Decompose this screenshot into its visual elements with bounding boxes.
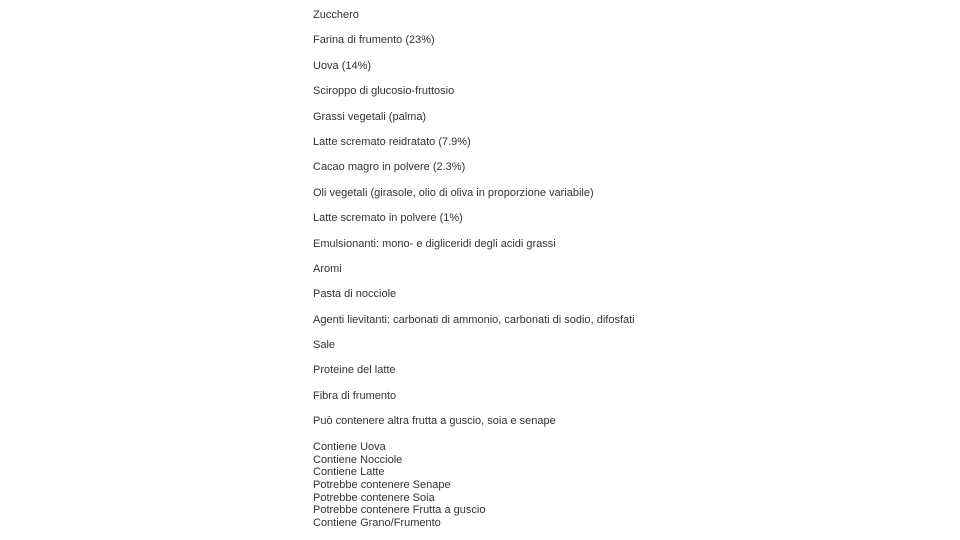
ingredient-item: Agenti lievitanti: carbonati di ammonio, carbonati di sodio, difosfati [313,313,635,326]
ingredient-item: Pasta di nocciole [313,288,397,301]
ingredient-item: Latte scremato in polvere (1%) [313,212,463,225]
ingredient-item: Farina di frumento (23%) [313,34,435,47]
ingredient-item: Proteine del latte [313,364,396,377]
allergen-item: Potrebbe contenere Senape [313,479,451,492]
ingredient-item: Emulsionanti: mono- e digliceridi degli acidi grassi [313,237,556,250]
allergen-item: Contiene Latte [313,466,385,479]
ingredient-item: Aromi [313,262,342,275]
allergen-item: Potrebbe contenere Soia [313,491,435,504]
allergen-item: Contiene Nocciole [313,453,403,466]
allergen-item: Contiene Grano/Frumento [313,517,441,530]
allergens-list [313,441,485,530]
ingredient-item: Sale [313,339,336,352]
ingredient-item: Zucchero [313,9,359,21]
ingredient-item: Uova (14%) [313,59,372,72]
allergen-item: Contiene Uova [313,441,386,453]
ingredient-item: Latte scremato reidratato (7.9%) [313,135,471,148]
allergen-item: Potrebbe contenere Frutta a guscio [313,504,486,517]
ingredient-item: Cacao magro in polvere (2.3%) [313,161,466,174]
ingredient-item: Fibra di frumento [313,389,397,402]
ingredient-item: Sciroppo di glucosio-fruttosio [313,85,455,98]
ingredients-list [313,8,635,440]
ingredient-item: Grassi vegetali (palma) [313,110,427,123]
ingredient-item: Oli vegetali (girasole, olio di oliva in proporzione variabile) [313,186,594,199]
ingredient-item: Può contenere altra frutta a guscio, soia e senape [313,415,556,428]
